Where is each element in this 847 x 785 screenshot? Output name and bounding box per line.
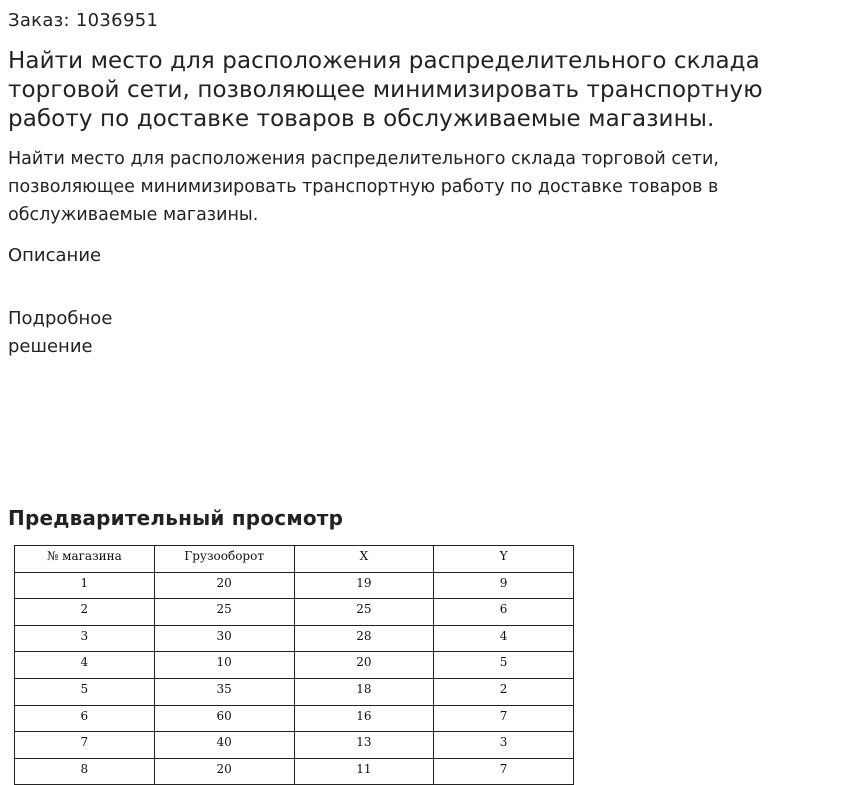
- page-title: Найти место для расположения распределительного склада торговой сети, позволяющее минимизировать транспортную работу по доставке товаров в обслуживаемые магазины.: [8, 48, 763, 132]
- description-section-label: Описание: [8, 245, 102, 266]
- table-cell: 60: [154, 705, 294, 732]
- table-cell: 9: [434, 572, 574, 599]
- header-y: Y: [434, 546, 574, 573]
- table-cell: 5: [15, 678, 155, 705]
- table-cell: 13: [294, 732, 434, 759]
- table-cell: 7: [434, 758, 574, 785]
- table-cell: 6: [434, 599, 574, 626]
- table-cell: 2: [15, 599, 155, 626]
- table-cell: 7: [434, 705, 574, 732]
- table-header-row: [15, 546, 574, 573]
- table-cell: 25: [294, 599, 434, 626]
- task-description: Найти место для расположения распределительного склада торговой сети, позволяющее минимизировать транспортную работу по доставке товаров в обслуживаемые магазины.: [8, 149, 719, 225]
- table-cell: 30: [154, 625, 294, 652]
- table-cell: 19: [294, 572, 434, 599]
- preview-image: [14, 545, 574, 776]
- solution-section-label: Подробное решение: [8, 308, 113, 357]
- table-row: [15, 705, 574, 732]
- table-cell: 16: [294, 705, 434, 732]
- table-cell: 7: [15, 732, 155, 759]
- table-cell: 35: [154, 678, 294, 705]
- order-number: Заказ: 1036951: [8, 10, 159, 31]
- table-row: [15, 758, 574, 785]
- table-cell: 10: [154, 652, 294, 679]
- table-cell: 40: [154, 732, 294, 759]
- preview-table: [14, 545, 574, 785]
- table-cell: 25: [154, 599, 294, 626]
- table-row: [15, 652, 574, 679]
- table-row: [15, 599, 574, 626]
- table-cell: 11: [294, 758, 434, 785]
- table-cell: 4: [434, 625, 574, 652]
- table-cell: 3: [15, 625, 155, 652]
- table-row: [15, 625, 574, 652]
- table-cell: 3: [434, 732, 574, 759]
- table-row: [15, 678, 574, 705]
- preview-heading: Предварительный просмотр: [8, 506, 344, 530]
- table-cell: 20: [294, 652, 434, 679]
- table-cell: 20: [154, 758, 294, 785]
- table-cell: 20: [154, 572, 294, 599]
- table-row: [15, 572, 574, 599]
- header-x: X: [294, 546, 434, 573]
- table-cell: 5: [434, 652, 574, 679]
- table-cell: 18: [294, 678, 434, 705]
- table-cell: 28: [294, 625, 434, 652]
- table-cell: 6: [15, 705, 155, 732]
- header-store-number: № магазина: [15, 546, 155, 573]
- table-row: [15, 732, 574, 759]
- table-cell: 2: [434, 678, 574, 705]
- table-cell: 1: [15, 572, 155, 599]
- table-cell: 4: [15, 652, 155, 679]
- header-cargo-turnover: Грузооборот: [154, 546, 294, 573]
- table-cell: 8: [15, 758, 155, 785]
